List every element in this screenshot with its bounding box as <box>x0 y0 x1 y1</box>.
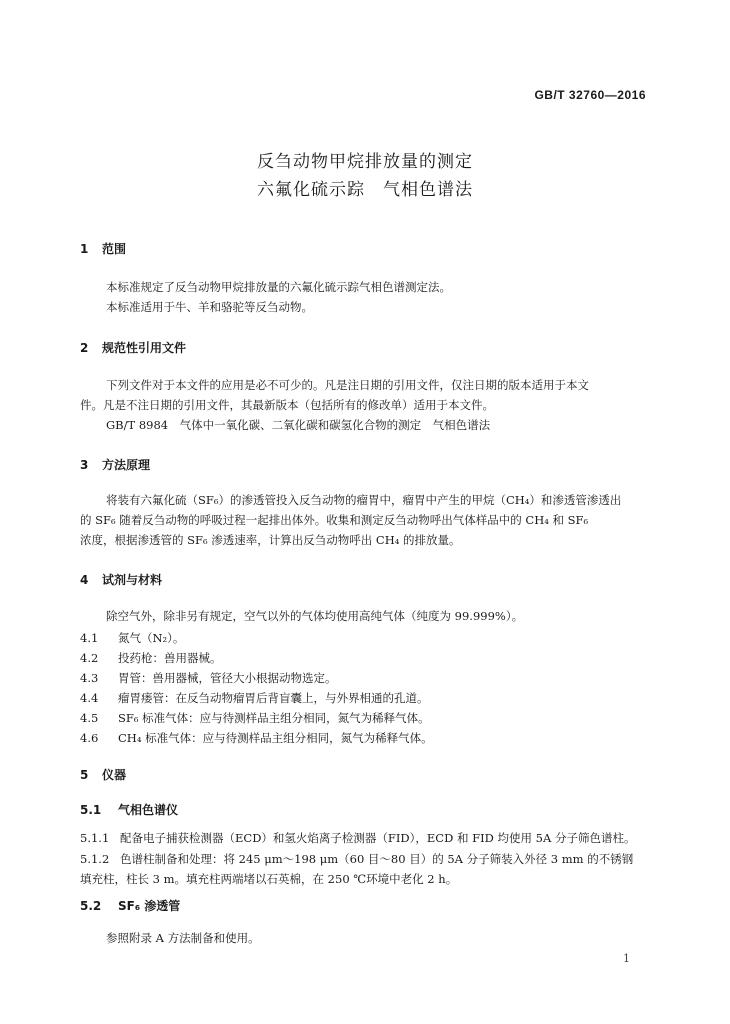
document-title <box>0 148 730 204</box>
title-line-2: 六氟化硫示踪 气相色谱法 <box>257 180 473 200</box>
paragraph-line: 除空气外，除非另有规定，空气以外的气体均使用高纯气体（纯度为 99.999%）。 <box>106 609 524 623</box>
item-number: 4.6 <box>80 731 99 745</box>
item-text: 配备电子捕获检测器（ECD）和氢火焰离子检测器（FID），ECD 和 FID 均使用 5A 分子筛色谱柱。 <box>120 831 636 845</box>
section-title: 气相色谱仪 <box>118 803 179 817</box>
list-item <box>80 630 184 646</box>
paragraph-line: 的 SF₆ 随着反刍动物的呼吸过程一起排出体外。收集和测定反刍动物呼出气体样品中的 CH₄ 和 SF₆ <box>80 513 589 527</box>
list-item <box>80 690 429 706</box>
clause-5-1-2-continued: 填充柱，柱长 3 m。填充柱两端堵以石英棉，在 250 ℃环境中老化 2 h。 <box>80 872 458 886</box>
section-1-body <box>80 277 658 317</box>
section-number: 2 <box>80 341 89 355</box>
section-1-heading <box>80 240 126 257</box>
paragraph-line: 本标准适用于牛、羊和骆驼等反刍动物。 <box>106 300 313 314</box>
clause-5-1-1 <box>80 830 635 846</box>
item-text: SF₆ 标准气体：应与待测样品主组分相同，氮气为稀释气体。 <box>118 711 430 725</box>
section-4-intro <box>80 606 658 626</box>
paragraph-line: 将装有六氟化硫（SF₆）的渗透管投入反刍动物的瘤胃中，瘤胃中产生的甲烷（CH₄）和渗透管渗透出 <box>106 493 622 507</box>
section-4-heading <box>80 571 162 588</box>
item-text: 色谱柱制备和处理：将 245 μm～198 μm（60 目～80 目）的 5A 分子筛装入外径 3 mm 的不锈钢 <box>120 852 634 866</box>
paragraph-line: 浓度，根据渗透管的 SF₆ 渗透速率，计算出反刍动物呼出 CH₄ 的排放量。 <box>80 533 461 547</box>
section-title: 方法原理 <box>102 458 151 472</box>
section-3-body <box>80 490 658 550</box>
item-text: 瘤胃瘘管：在反刍动物瘤胃后背盲囊上，与外界相通的孔道。 <box>118 691 429 705</box>
section-2-heading <box>80 339 186 356</box>
section-number: 5.1 <box>80 803 102 817</box>
reference-entry: GB/T 8984 气体中一氧化碳、二氧化碳和碳氢化合物的测定 气相色谱法 <box>106 418 491 432</box>
item-number: 4.2 <box>80 651 99 665</box>
paragraph-line: 本标准规定了反刍动物甲烷排放量的六氟化硫示踪气相色谱测定法。 <box>106 280 451 294</box>
item-text: CH₄ 标准气体：应与待测样品主组分相同，氮气为稀释气体。 <box>118 731 433 745</box>
paragraph-line: 件。凡是不注日期的引用文件，其最新版本（包括所有的修改单）适用于本文件。 <box>80 398 494 412</box>
list-item <box>80 730 433 746</box>
section-title: 规范性引用文件 <box>102 341 187 355</box>
list-item <box>80 650 222 666</box>
section-title: 试剂与材料 <box>102 573 163 587</box>
section-number: 5 <box>80 768 89 782</box>
item-text: 投药枪：兽用器械。 <box>118 651 222 665</box>
item-text: 氮气（N₂）。 <box>118 631 185 645</box>
paragraph-line: 下列文件对于本文件的应用是必不可少的。凡是注日期的引用文件，仅注日期的版本适用于本文 <box>106 378 589 392</box>
section-number: 5.2 <box>80 899 102 913</box>
item-number: 5.1.1 <box>80 831 110 845</box>
section-3-heading <box>80 456 150 473</box>
section-title: 范围 <box>102 242 127 256</box>
section-title: SF₆ 渗透管 <box>118 899 181 913</box>
clause-5-2-text: 参照附录 A 方法制备和使用。 <box>106 931 260 945</box>
item-number: 4.4 <box>80 691 99 705</box>
item-number: 4.5 <box>80 711 99 725</box>
subsection-5-1-heading <box>80 801 178 818</box>
item-number: 4.1 <box>80 631 99 645</box>
title-line-1: 反刍动物甲烷排放量的测定 <box>257 152 473 172</box>
section-title: 仪器 <box>102 768 127 782</box>
subsection-5-2-heading <box>80 897 180 914</box>
section-2-body <box>80 375 658 435</box>
list-item <box>80 710 430 726</box>
section-5-heading <box>80 766 126 783</box>
item-number: 4.3 <box>80 671 99 685</box>
section-number: 3 <box>80 458 89 472</box>
page-number: 1 <box>623 952 630 965</box>
item-number: 5.1.2 <box>80 852 110 866</box>
section-number: 1 <box>80 242 89 256</box>
list-item <box>80 670 337 686</box>
section-number: 4 <box>80 573 89 587</box>
item-text: 胃管：兽用器械，管径大小根据动物选定。 <box>118 671 337 685</box>
standard-code: GB/T 32760—2016 <box>534 88 646 102</box>
clause-5-1-2 <box>80 851 633 867</box>
